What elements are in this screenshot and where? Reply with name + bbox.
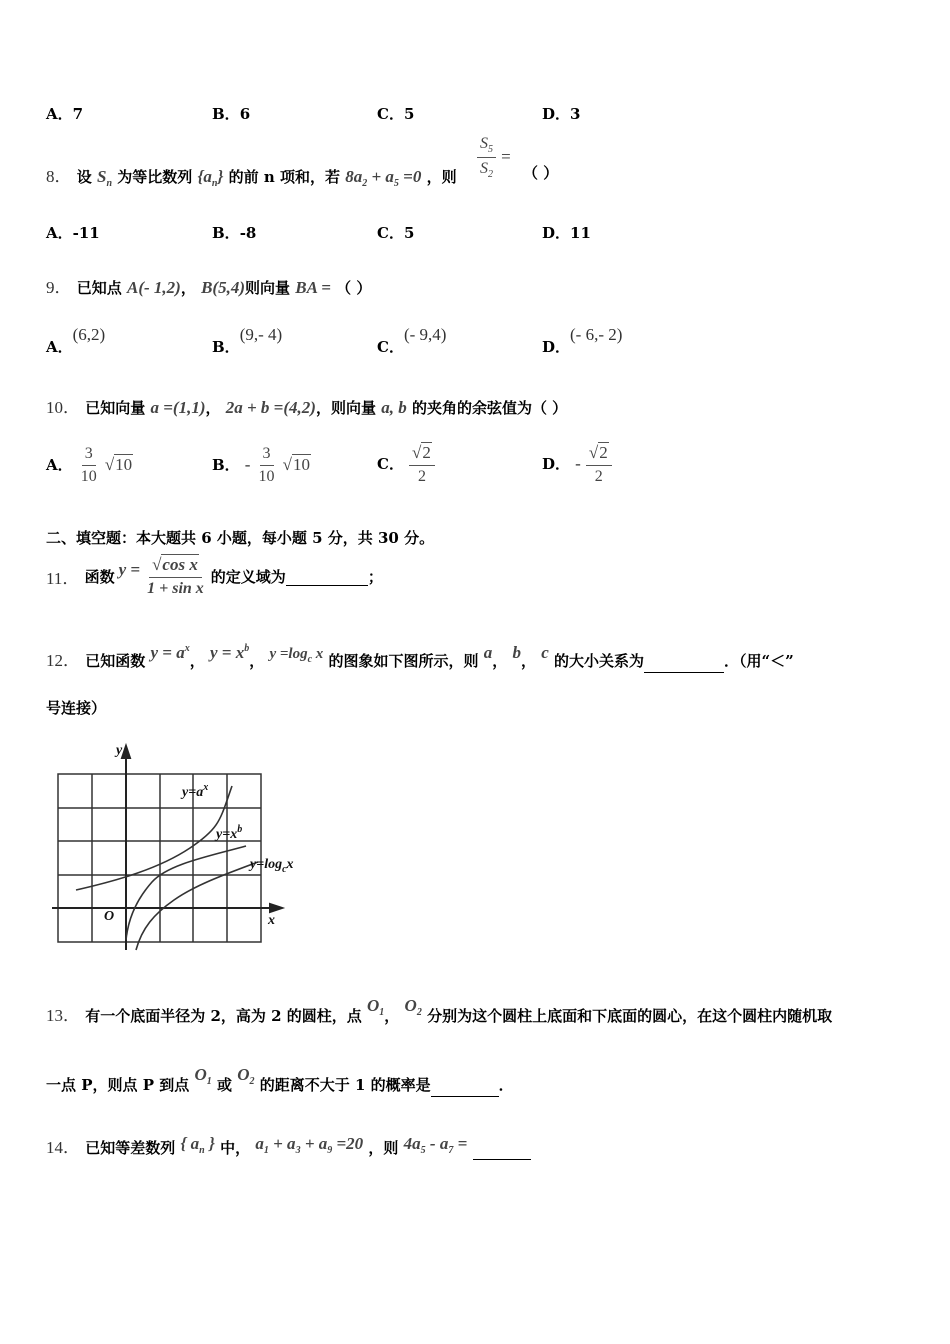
q10-option-b: B． - $\frac{3}{10}$ √10 <box>212 445 310 485</box>
q10-stem: 10． 已知向量 a =(1,1)， 2a + b =(4,2)，则向量 a, b 的夹角的余弦值为（ ） <box>46 398 568 417</box>
section-heading: 二、填空题：本大题共 6 小题，每小题 5 分，共 30 分。 <box>46 529 435 547</box>
q9-option-b: B．(9,- 4) <box>212 325 283 356</box>
q8-option-d: D．11 <box>542 224 591 242</box>
x-axis-arrow <box>270 904 282 912</box>
q14-answer-blank[interactable] <box>473 1141 531 1160</box>
y-axis-label: y <box>116 743 123 758</box>
q8-option-b: B．-8 <box>212 224 257 242</box>
q12-stem: 12． 已知函数 $y = a^x$， $y = x^b$， $y =\log_c$ x 的图象如下图所示，则 a， b， c 的大小关系为 ．（用“＜” <box>46 646 794 673</box>
q14-stem: 14． 已知等差数列 { $a_n$ } 中， $a_1 + a_3 + a_9 =20$ ，则 $4a_5 - a_7$ = <box>46 1133 531 1160</box>
label-power: $y=x^b$ <box>216 824 243 842</box>
graph-grid <box>58 774 261 942</box>
q9-option-a: A．(6,2) <box>46 325 106 356</box>
y-axis-arrow <box>122 746 130 758</box>
q13-stem-cont: 一点 P，则点 P 到点 $O_1$ 或 $O_2$ 的距离不大于 1 的概率是 ． <box>46 1074 514 1097</box>
q13-stem: 13． 有一个底面半径为 2，高为 2 的圆柱，点 $O_1$， $O_2$ 分别为这个圆柱上底面和下底面的圆心，在这个圆柱内随机取 <box>46 996 833 1025</box>
q13-answer-blank[interactable] <box>431 1078 499 1097</box>
q9-point-a: A(- 1,2) <box>126 278 181 297</box>
q10-option-d: D． - $\frac{√2}{2}$ <box>542 443 612 486</box>
q10-option-c: C． $\frac{√2}{2}$ <box>377 443 435 486</box>
q11-answer-blank[interactable] <box>286 567 368 586</box>
q10-option-a: A． $\frac{3}{10}$ √10 <box>46 445 133 485</box>
x-axis-label: x <box>268 913 275 928</box>
graph-axes <box>52 746 282 950</box>
q9-stem: 9． 已知点 A(- 1,2)， B(5,4)则向量 BA = （ ） <box>46 278 372 297</box>
q8-stem: 8． 设 $S_n$ 为等比数列 $\{a_n\}$ 的前 n 项和，若 $8a_2 + a_5 =0$ ，则 <box>46 167 457 189</box>
q9-point-b: B(5,4) <box>201 278 245 297</box>
label-exponential: $y=a^x$ <box>182 782 209 800</box>
origin-label: O <box>104 909 115 924</box>
q7-option-c: C．5 <box>377 105 415 123</box>
q8-option-c: C．5 <box>377 224 415 242</box>
label-logarithm: $y=\log_cx$ <box>250 857 294 875</box>
q12-graph <box>50 740 320 955</box>
q8-option-a: A．-11 <box>46 224 100 242</box>
q7-option-a: A．7 <box>46 105 84 123</box>
q9-option-c: C．(- 9,4) <box>377 325 447 356</box>
q8-paren: （ ） <box>523 164 559 182</box>
q12-answer-blank[interactable] <box>644 654 724 673</box>
q12-stem-cont: 号连接） <box>46 699 107 717</box>
q7-option-b: B．6 <box>212 105 251 123</box>
q7-option-d: D．3 <box>542 105 581 123</box>
q11-stem: 11． 函数 y = $\frac{\text{√cos x}}{\text{1 + sin x}}$ 的定义域为 ； <box>46 554 383 597</box>
q9-option-d: D．(- 6,- 2) <box>542 325 623 356</box>
q9-vector: BA = <box>295 278 331 297</box>
q8-fraction: $\frac{S_5}{S_2}$ = <box>477 135 511 180</box>
